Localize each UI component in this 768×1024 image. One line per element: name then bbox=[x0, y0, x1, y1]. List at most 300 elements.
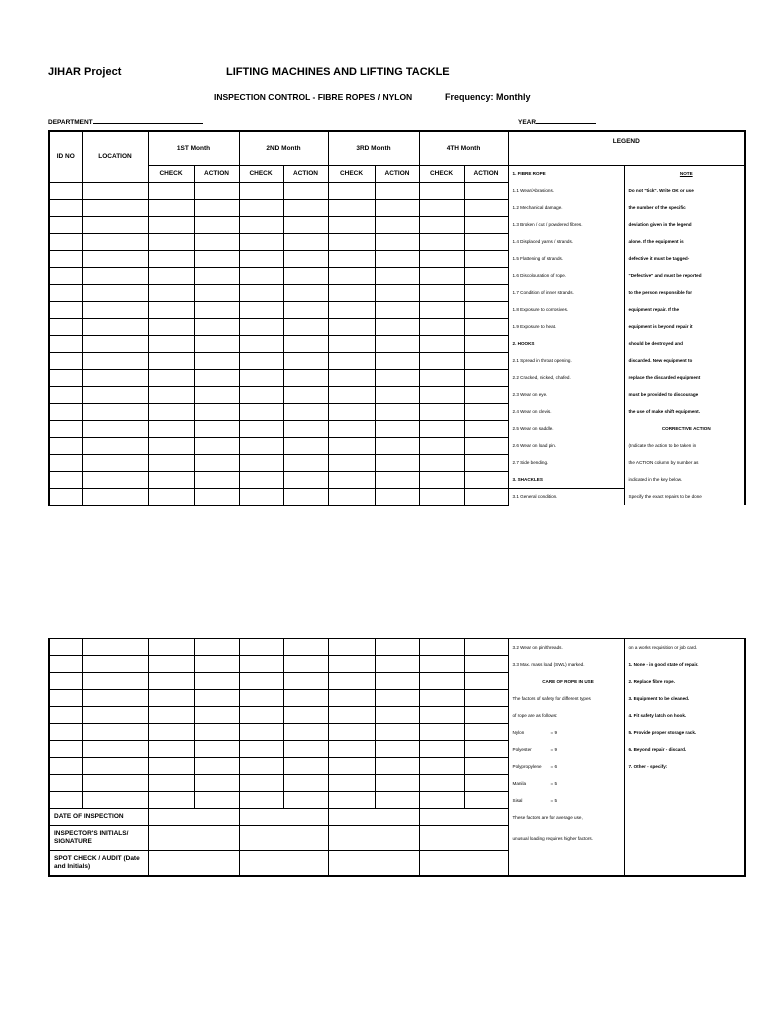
check-cell[interactable] bbox=[148, 690, 194, 707]
action-cell[interactable] bbox=[283, 318, 328, 335]
check-cell[interactable] bbox=[419, 792, 464, 809]
action-cell[interactable] bbox=[283, 656, 328, 673]
action-cell[interactable] bbox=[194, 250, 239, 267]
action-cell[interactable] bbox=[283, 420, 328, 437]
id-cell[interactable] bbox=[49, 182, 82, 199]
check-cell[interactable] bbox=[328, 488, 375, 505]
action-cell[interactable] bbox=[464, 437, 508, 454]
location-cell[interactable] bbox=[82, 707, 148, 724]
check-cell[interactable] bbox=[419, 318, 464, 335]
check-cell[interactable] bbox=[148, 741, 194, 758]
check-cell[interactable] bbox=[148, 639, 194, 656]
check-cell[interactable] bbox=[419, 471, 464, 488]
action-cell[interactable] bbox=[464, 420, 508, 437]
action-cell[interactable] bbox=[194, 437, 239, 454]
check-cell[interactable] bbox=[419, 284, 464, 301]
check-cell[interactable] bbox=[239, 335, 283, 352]
month-1-entry-cell[interactable] bbox=[148, 851, 239, 876]
id-cell[interactable] bbox=[49, 488, 82, 505]
location-cell[interactable] bbox=[82, 199, 148, 216]
action-cell[interactable] bbox=[464, 639, 508, 656]
location-cell[interactable] bbox=[82, 758, 148, 775]
action-cell[interactable] bbox=[375, 233, 419, 250]
action-cell[interactable] bbox=[375, 420, 419, 437]
id-cell[interactable] bbox=[49, 369, 82, 386]
action-cell[interactable] bbox=[194, 216, 239, 233]
check-cell[interactable] bbox=[239, 792, 283, 809]
check-cell[interactable] bbox=[419, 707, 464, 724]
month-3-entry-cell[interactable] bbox=[328, 809, 419, 826]
action-cell[interactable] bbox=[283, 250, 328, 267]
action-cell[interactable] bbox=[464, 318, 508, 335]
check-cell[interactable] bbox=[239, 707, 283, 724]
action-cell[interactable] bbox=[194, 301, 239, 318]
check-cell[interactable] bbox=[419, 454, 464, 471]
check-cell[interactable] bbox=[419, 724, 464, 741]
check-cell[interactable] bbox=[328, 233, 375, 250]
action-cell[interactable] bbox=[194, 284, 239, 301]
check-cell[interactable] bbox=[328, 707, 375, 724]
check-cell[interactable] bbox=[239, 758, 283, 775]
id-cell[interactable] bbox=[49, 301, 82, 318]
location-cell[interactable] bbox=[82, 250, 148, 267]
check-cell[interactable] bbox=[328, 656, 375, 673]
check-cell[interactable] bbox=[148, 335, 194, 352]
check-cell[interactable] bbox=[419, 250, 464, 267]
id-cell[interactable] bbox=[49, 233, 82, 250]
action-cell[interactable] bbox=[194, 233, 239, 250]
location-cell[interactable] bbox=[82, 182, 148, 199]
month-3-entry-cell[interactable] bbox=[328, 826, 419, 851]
check-cell[interactable] bbox=[148, 724, 194, 741]
check-cell[interactable] bbox=[328, 420, 375, 437]
action-cell[interactable] bbox=[194, 758, 239, 775]
action-cell[interactable] bbox=[464, 335, 508, 352]
action-cell[interactable] bbox=[283, 301, 328, 318]
check-cell[interactable] bbox=[148, 267, 194, 284]
action-cell[interactable] bbox=[283, 758, 328, 775]
check-cell[interactable] bbox=[239, 182, 283, 199]
action-cell[interactable] bbox=[464, 250, 508, 267]
action-cell[interactable] bbox=[194, 639, 239, 656]
check-cell[interactable] bbox=[148, 437, 194, 454]
location-cell[interactable] bbox=[82, 403, 148, 420]
check-cell[interactable] bbox=[239, 216, 283, 233]
check-cell[interactable] bbox=[328, 724, 375, 741]
check-cell[interactable] bbox=[239, 673, 283, 690]
action-cell[interactable] bbox=[464, 707, 508, 724]
id-cell[interactable] bbox=[49, 403, 82, 420]
check-cell[interactable] bbox=[328, 792, 375, 809]
check-cell[interactable] bbox=[148, 284, 194, 301]
action-cell[interactable] bbox=[375, 284, 419, 301]
action-cell[interactable] bbox=[194, 403, 239, 420]
check-cell[interactable] bbox=[239, 420, 283, 437]
action-cell[interactable] bbox=[464, 352, 508, 369]
check-cell[interactable] bbox=[239, 437, 283, 454]
month-4-entry-cell[interactable] bbox=[419, 809, 508, 826]
action-cell[interactable] bbox=[194, 488, 239, 505]
check-cell[interactable] bbox=[148, 758, 194, 775]
check-cell[interactable] bbox=[328, 284, 375, 301]
action-cell[interactable] bbox=[283, 352, 328, 369]
action-cell[interactable] bbox=[283, 639, 328, 656]
action-cell[interactable] bbox=[375, 690, 419, 707]
location-cell[interactable] bbox=[82, 639, 148, 656]
check-cell[interactable] bbox=[148, 318, 194, 335]
action-cell[interactable] bbox=[194, 454, 239, 471]
check-cell[interactable] bbox=[239, 471, 283, 488]
action-cell[interactable] bbox=[194, 741, 239, 758]
action-cell[interactable] bbox=[375, 335, 419, 352]
id-cell[interactable] bbox=[49, 250, 82, 267]
action-cell[interactable] bbox=[283, 233, 328, 250]
location-cell[interactable] bbox=[82, 673, 148, 690]
check-cell[interactable] bbox=[148, 420, 194, 437]
action-cell[interactable] bbox=[464, 454, 508, 471]
location-cell[interactable] bbox=[82, 352, 148, 369]
action-cell[interactable] bbox=[464, 199, 508, 216]
check-cell[interactable] bbox=[328, 454, 375, 471]
location-cell[interactable] bbox=[82, 318, 148, 335]
check-cell[interactable] bbox=[148, 250, 194, 267]
id-cell[interactable] bbox=[49, 792, 82, 809]
check-cell[interactable] bbox=[419, 386, 464, 403]
action-cell[interactable] bbox=[375, 386, 419, 403]
month-1-entry-cell[interactable] bbox=[148, 809, 239, 826]
check-cell[interactable] bbox=[419, 420, 464, 437]
check-cell[interactable] bbox=[239, 301, 283, 318]
action-cell[interactable] bbox=[375, 403, 419, 420]
action-cell[interactable] bbox=[194, 471, 239, 488]
check-cell[interactable] bbox=[328, 673, 375, 690]
check-cell[interactable] bbox=[419, 233, 464, 250]
action-cell[interactable] bbox=[464, 758, 508, 775]
location-cell[interactable] bbox=[82, 284, 148, 301]
action-cell[interactable] bbox=[375, 267, 419, 284]
check-cell[interactable] bbox=[328, 758, 375, 775]
action-cell[interactable] bbox=[283, 775, 328, 792]
action-cell[interactable] bbox=[375, 301, 419, 318]
check-cell[interactable] bbox=[239, 741, 283, 758]
check-cell[interactable] bbox=[239, 250, 283, 267]
id-cell[interactable] bbox=[49, 471, 82, 488]
check-cell[interactable] bbox=[328, 301, 375, 318]
check-cell[interactable] bbox=[419, 301, 464, 318]
action-cell[interactable] bbox=[283, 386, 328, 403]
check-cell[interactable] bbox=[239, 233, 283, 250]
check-cell[interactable] bbox=[419, 352, 464, 369]
action-cell[interactable] bbox=[464, 488, 508, 505]
action-cell[interactable] bbox=[464, 284, 508, 301]
action-cell[interactable] bbox=[194, 386, 239, 403]
action-cell[interactable] bbox=[283, 182, 328, 199]
location-cell[interactable] bbox=[82, 369, 148, 386]
id-cell[interactable] bbox=[49, 454, 82, 471]
id-cell[interactable] bbox=[49, 318, 82, 335]
action-cell[interactable] bbox=[194, 724, 239, 741]
check-cell[interactable] bbox=[328, 403, 375, 420]
action-cell[interactable] bbox=[375, 673, 419, 690]
check-cell[interactable] bbox=[239, 352, 283, 369]
id-cell[interactable] bbox=[49, 656, 82, 673]
check-cell[interactable] bbox=[148, 488, 194, 505]
check-cell[interactable] bbox=[239, 488, 283, 505]
action-cell[interactable] bbox=[283, 707, 328, 724]
check-cell[interactable] bbox=[419, 741, 464, 758]
action-cell[interactable] bbox=[375, 639, 419, 656]
check-cell[interactable] bbox=[328, 250, 375, 267]
action-cell[interactable] bbox=[464, 216, 508, 233]
check-cell[interactable] bbox=[328, 335, 375, 352]
location-cell[interactable] bbox=[82, 471, 148, 488]
action-cell[interactable] bbox=[464, 471, 508, 488]
check-cell[interactable] bbox=[239, 403, 283, 420]
action-cell[interactable] bbox=[283, 284, 328, 301]
action-cell[interactable] bbox=[375, 437, 419, 454]
id-cell[interactable] bbox=[49, 199, 82, 216]
check-cell[interactable] bbox=[419, 775, 464, 792]
check-cell[interactable] bbox=[148, 775, 194, 792]
action-cell[interactable] bbox=[375, 758, 419, 775]
check-cell[interactable] bbox=[239, 690, 283, 707]
action-cell[interactable] bbox=[464, 369, 508, 386]
check-cell[interactable] bbox=[328, 741, 375, 758]
location-cell[interactable] bbox=[82, 690, 148, 707]
id-cell[interactable] bbox=[49, 639, 82, 656]
check-cell[interactable] bbox=[419, 639, 464, 656]
action-cell[interactable] bbox=[283, 741, 328, 758]
month-3-entry-cell[interactable] bbox=[328, 851, 419, 876]
action-cell[interactable] bbox=[464, 775, 508, 792]
id-cell[interactable] bbox=[49, 420, 82, 437]
check-cell[interactable] bbox=[239, 284, 283, 301]
id-cell[interactable] bbox=[49, 437, 82, 454]
location-cell[interactable] bbox=[82, 437, 148, 454]
action-cell[interactable] bbox=[283, 437, 328, 454]
check-cell[interactable] bbox=[328, 199, 375, 216]
check-cell[interactable] bbox=[148, 386, 194, 403]
action-cell[interactable] bbox=[464, 403, 508, 420]
location-cell[interactable] bbox=[82, 233, 148, 250]
id-cell[interactable] bbox=[49, 335, 82, 352]
check-cell[interactable] bbox=[148, 199, 194, 216]
location-cell[interactable] bbox=[82, 335, 148, 352]
location-cell[interactable] bbox=[82, 488, 148, 505]
action-cell[interactable] bbox=[375, 707, 419, 724]
action-cell[interactable] bbox=[464, 673, 508, 690]
year-input-line[interactable] bbox=[536, 116, 596, 124]
action-cell[interactable] bbox=[375, 182, 419, 199]
check-cell[interactable] bbox=[419, 673, 464, 690]
month-4-entry-cell[interactable] bbox=[419, 851, 508, 876]
action-cell[interactable] bbox=[464, 724, 508, 741]
check-cell[interactable] bbox=[148, 707, 194, 724]
action-cell[interactable] bbox=[194, 673, 239, 690]
check-cell[interactable] bbox=[328, 318, 375, 335]
check-cell[interactable] bbox=[239, 369, 283, 386]
action-cell[interactable] bbox=[375, 471, 419, 488]
action-cell[interactable] bbox=[194, 335, 239, 352]
check-cell[interactable] bbox=[328, 775, 375, 792]
check-cell[interactable] bbox=[148, 454, 194, 471]
check-cell[interactable] bbox=[239, 386, 283, 403]
check-cell[interactable] bbox=[419, 758, 464, 775]
action-cell[interactable] bbox=[375, 775, 419, 792]
id-cell[interactable] bbox=[49, 775, 82, 792]
check-cell[interactable] bbox=[328, 267, 375, 284]
id-cell[interactable] bbox=[49, 352, 82, 369]
check-cell[interactable] bbox=[148, 673, 194, 690]
check-cell[interactable] bbox=[419, 335, 464, 352]
check-cell[interactable] bbox=[148, 352, 194, 369]
check-cell[interactable] bbox=[148, 792, 194, 809]
action-cell[interactable] bbox=[375, 741, 419, 758]
location-cell[interactable] bbox=[82, 420, 148, 437]
action-cell[interactable] bbox=[194, 369, 239, 386]
check-cell[interactable] bbox=[328, 471, 375, 488]
month-2-entry-cell[interactable] bbox=[239, 826, 328, 851]
action-cell[interactable] bbox=[375, 352, 419, 369]
action-cell[interactable] bbox=[283, 471, 328, 488]
action-cell[interactable] bbox=[194, 775, 239, 792]
check-cell[interactable] bbox=[148, 301, 194, 318]
month-4-entry-cell[interactable] bbox=[419, 826, 508, 851]
id-cell[interactable] bbox=[49, 707, 82, 724]
action-cell[interactable] bbox=[375, 656, 419, 673]
check-cell[interactable] bbox=[419, 488, 464, 505]
check-cell[interactable] bbox=[419, 437, 464, 454]
check-cell[interactable] bbox=[148, 369, 194, 386]
action-cell[interactable] bbox=[283, 673, 328, 690]
check-cell[interactable] bbox=[239, 454, 283, 471]
check-cell[interactable] bbox=[239, 199, 283, 216]
action-cell[interactable] bbox=[464, 656, 508, 673]
action-cell[interactable] bbox=[283, 403, 328, 420]
action-cell[interactable] bbox=[375, 454, 419, 471]
check-cell[interactable] bbox=[148, 216, 194, 233]
action-cell[interactable] bbox=[375, 318, 419, 335]
month-2-entry-cell[interactable] bbox=[239, 809, 328, 826]
check-cell[interactable] bbox=[419, 656, 464, 673]
location-cell[interactable] bbox=[82, 454, 148, 471]
location-cell[interactable] bbox=[82, 386, 148, 403]
action-cell[interactable] bbox=[464, 301, 508, 318]
action-cell[interactable] bbox=[194, 420, 239, 437]
action-cell[interactable] bbox=[375, 199, 419, 216]
action-cell[interactable] bbox=[283, 488, 328, 505]
action-cell[interactable] bbox=[464, 386, 508, 403]
action-cell[interactable] bbox=[283, 369, 328, 386]
id-cell[interactable] bbox=[49, 386, 82, 403]
check-cell[interactable] bbox=[148, 233, 194, 250]
action-cell[interactable] bbox=[375, 369, 419, 386]
location-cell[interactable] bbox=[82, 216, 148, 233]
location-cell[interactable] bbox=[82, 267, 148, 284]
check-cell[interactable] bbox=[328, 386, 375, 403]
action-cell[interactable] bbox=[283, 454, 328, 471]
check-cell[interactable] bbox=[419, 216, 464, 233]
id-cell[interactable] bbox=[49, 758, 82, 775]
location-cell[interactable] bbox=[82, 741, 148, 758]
action-cell[interactable] bbox=[194, 690, 239, 707]
action-cell[interactable] bbox=[464, 690, 508, 707]
action-cell[interactable] bbox=[283, 724, 328, 741]
action-cell[interactable] bbox=[375, 724, 419, 741]
check-cell[interactable] bbox=[239, 267, 283, 284]
check-cell[interactable] bbox=[148, 182, 194, 199]
location-cell[interactable] bbox=[82, 775, 148, 792]
check-cell[interactable] bbox=[328, 182, 375, 199]
action-cell[interactable] bbox=[375, 216, 419, 233]
action-cell[interactable] bbox=[194, 318, 239, 335]
check-cell[interactable] bbox=[419, 690, 464, 707]
check-cell[interactable] bbox=[419, 369, 464, 386]
id-cell[interactable] bbox=[49, 673, 82, 690]
check-cell[interactable] bbox=[148, 403, 194, 420]
check-cell[interactable] bbox=[328, 216, 375, 233]
action-cell[interactable] bbox=[283, 690, 328, 707]
action-cell[interactable] bbox=[464, 233, 508, 250]
check-cell[interactable] bbox=[148, 656, 194, 673]
action-cell[interactable] bbox=[283, 792, 328, 809]
month-1-entry-cell[interactable] bbox=[148, 826, 239, 851]
action-cell[interactable] bbox=[464, 182, 508, 199]
location-cell[interactable] bbox=[82, 724, 148, 741]
check-cell[interactable] bbox=[239, 639, 283, 656]
action-cell[interactable] bbox=[375, 250, 419, 267]
action-cell[interactable] bbox=[464, 267, 508, 284]
department-input-line[interactable] bbox=[93, 116, 203, 124]
month-2-entry-cell[interactable] bbox=[239, 851, 328, 876]
id-cell[interactable] bbox=[49, 284, 82, 301]
check-cell[interactable] bbox=[328, 437, 375, 454]
action-cell[interactable] bbox=[283, 216, 328, 233]
location-cell[interactable] bbox=[82, 656, 148, 673]
check-cell[interactable] bbox=[239, 775, 283, 792]
action-cell[interactable] bbox=[194, 267, 239, 284]
location-cell[interactable] bbox=[82, 792, 148, 809]
id-cell[interactable] bbox=[49, 267, 82, 284]
action-cell[interactable] bbox=[375, 792, 419, 809]
check-cell[interactable] bbox=[419, 403, 464, 420]
check-cell[interactable] bbox=[239, 318, 283, 335]
check-cell[interactable] bbox=[328, 369, 375, 386]
action-cell[interactable] bbox=[464, 792, 508, 809]
action-cell[interactable] bbox=[194, 199, 239, 216]
check-cell[interactable] bbox=[148, 471, 194, 488]
location-cell[interactable] bbox=[82, 301, 148, 318]
check-cell[interactable] bbox=[419, 199, 464, 216]
check-cell[interactable] bbox=[239, 724, 283, 741]
action-cell[interactable] bbox=[194, 707, 239, 724]
action-cell[interactable] bbox=[194, 792, 239, 809]
action-cell[interactable] bbox=[464, 741, 508, 758]
id-cell[interactable] bbox=[49, 216, 82, 233]
action-cell[interactable] bbox=[283, 267, 328, 284]
check-cell[interactable] bbox=[239, 656, 283, 673]
id-cell[interactable] bbox=[49, 690, 82, 707]
action-cell[interactable] bbox=[194, 182, 239, 199]
check-cell[interactable] bbox=[328, 639, 375, 656]
action-cell[interactable] bbox=[194, 656, 239, 673]
action-cell[interactable] bbox=[194, 352, 239, 369]
check-cell[interactable] bbox=[328, 690, 375, 707]
check-cell[interactable] bbox=[419, 182, 464, 199]
action-cell[interactable] bbox=[283, 199, 328, 216]
id-cell[interactable] bbox=[49, 741, 82, 758]
action-cell[interactable] bbox=[283, 335, 328, 352]
